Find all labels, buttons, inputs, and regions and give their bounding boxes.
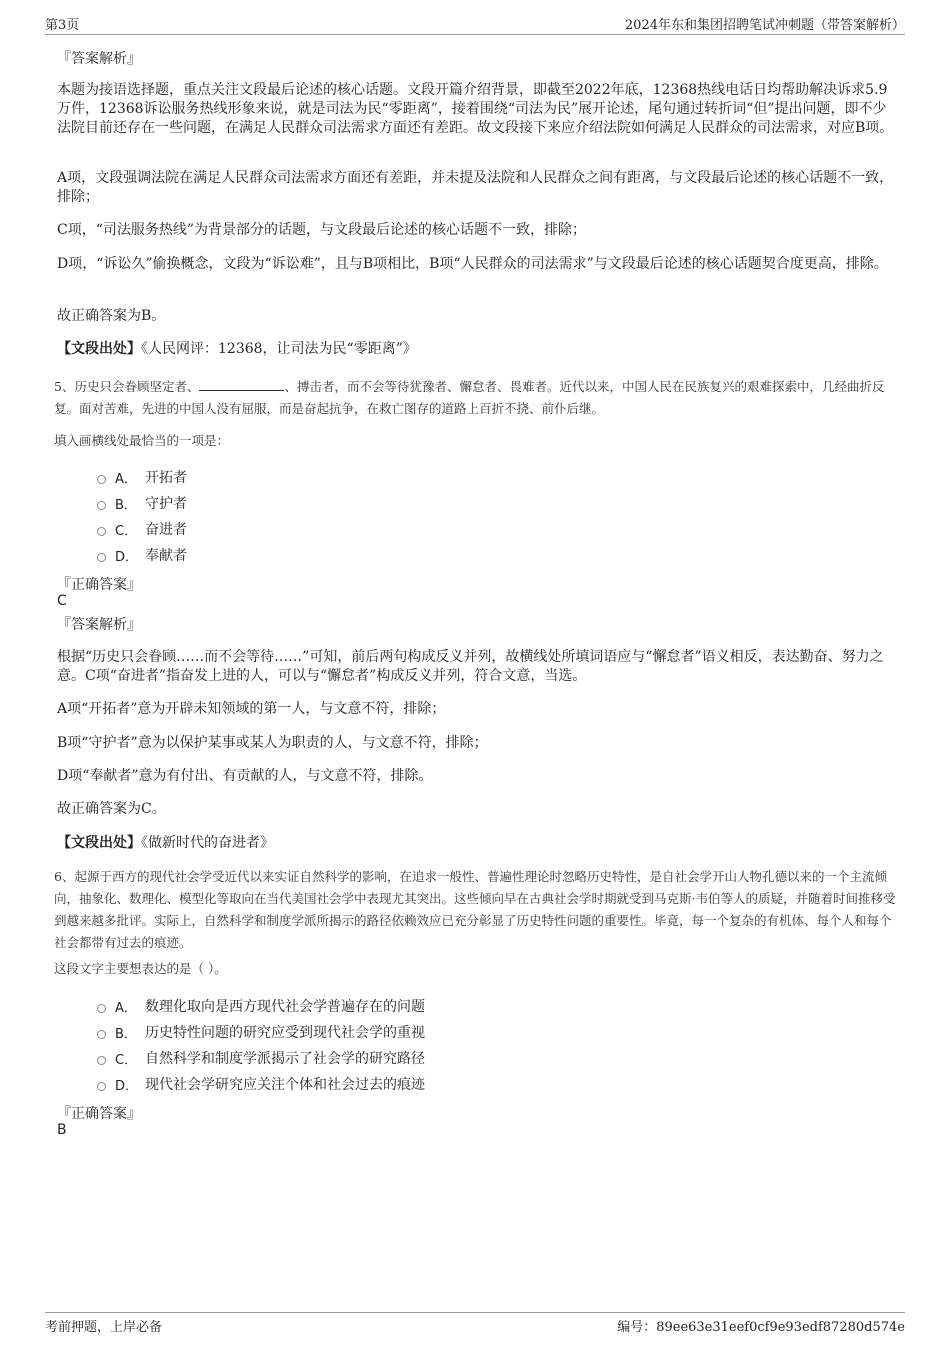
q5-option-a[interactable] xyxy=(97,467,187,487)
q6-answer: B xyxy=(57,1122,67,1138)
q4-analysis-p4: D项，“诉讼久”偷换概念，文段为“诉讼难”，且与B项相比，B项“人民群众的司法需求”与文段最后论述的核心话题契合度更高，排除。 xyxy=(57,256,888,272)
q5-answer: C xyxy=(57,593,67,609)
q5-prompt: 填入画横线处最恰当的一项是： xyxy=(54,433,230,448)
page-footer xyxy=(45,1312,905,1335)
q4-analysis-p3: C项，“司法服务热线”为背景部分的话题，与文段最后论述的核心话题不一致，排除； xyxy=(57,222,587,238)
q6-prompt: 这段文字主要想表达的是（ ）。 xyxy=(54,961,227,976)
q5-analysis-p1: 根据“历史只会眷顾……而不会等待……”可知，前后两句构成反义并列，故横线处所填词语应与“懈怠者”语义相反，表达勤奋、努力之意。C项“奋进者”指奋发上进的人，可以与“懈怠者”构成反义并列，符合文意，当选。 xyxy=(57,649,884,684)
q6-option-c[interactable] xyxy=(97,1048,425,1068)
q5-source-title: 《做新时代的奋进者》 xyxy=(141,835,274,851)
q6-option-a[interactable] xyxy=(97,996,425,1016)
q6-stem: 6、起源于西方的现代社会学受近代以来实证自然科学的影响，在追求一般性、普遍性理论时忽略历史特性，是自社会学开山人物孔德以来的一个主流倾向，抽象化、数理化、模型化等取向在当代美国社会学中表现尤其突出。这些倾向早在古典社会学时期就受到马克斯·韦伯等人的质疑，并随着时间推移受到越来越多批评。实际上，自然科学和制度学派所揭示的路径依赖效应已充分彰显了历史特性问题的重要性。毕竟，每一个复杂的有机体、每个人和每个社会都带有过去的痕迹。 xyxy=(54,869,896,950)
option-text: 数理化取向是西方现代社会学普遍存在的问题 xyxy=(145,999,425,1015)
q6-option-b[interactable] xyxy=(97,1022,425,1042)
q4-analysis-label: 『答案解析』 xyxy=(57,51,141,67)
document-title: 2024年东和集团招聘笔试冲刺题（带答案解析） xyxy=(624,18,905,33)
radio-icon[interactable] xyxy=(97,501,106,510)
q4-source-title: 《人民网评：12368，让司法为民“零距离”》 xyxy=(141,341,417,357)
q4-source xyxy=(57,340,895,359)
footer-code: 编号：89ee63e31eef0cf9e93edf87280d574e xyxy=(617,1320,905,1335)
q4-analysis-p2: A项，文段强调法院在满足人民群众司法需求方面还有差距，并未提及法院和人民群众之间有距离，与文段最后论述的核心话题不一致，排除； xyxy=(57,170,894,205)
q5-answer-label: 『正确答案』 xyxy=(57,577,141,593)
option-text: 现代社会学研究应关注个体和社会过去的痕迹 xyxy=(145,1077,425,1093)
option-letter: D． xyxy=(115,549,139,565)
option-letter: A． xyxy=(115,471,137,487)
option-text: 奋进者 xyxy=(145,522,187,538)
option-letter: D． xyxy=(115,1078,139,1094)
q5-analysis-p5: 故正确答案为C。 xyxy=(57,801,166,817)
q6-answer-label: 『正确答案』 xyxy=(57,1106,141,1122)
q4-analysis-p1: 本题为接语选择题，重点关注文段最后论述的核心话题。文段开篇介绍背景，即截至2022年底，12368热线电话日均帮助解决诉求5.9万件，12368诉讼服务热线形象来说，就是司法为民“零距离”，接着围绕“司法为民”展开论述，尾句通过转折词“但”提出问题，即不少法院目前还存在一些问题，在满足人民群众司法需求方面还有差距。故文段接下来应介绍法院如何满足人民群众的司法需求，对应B项。 xyxy=(57,82,894,136)
q5-analysis-p4: D项“奉献者”意为有付出、有贡献的人，与文意不符，排除。 xyxy=(57,768,433,784)
q5-source-label: 【文段出处】 xyxy=(57,835,141,851)
option-letter: A． xyxy=(115,1000,137,1016)
option-text: 奉献者 xyxy=(145,548,187,564)
radio-icon[interactable] xyxy=(97,553,106,562)
q5-stem xyxy=(54,376,899,420)
q5-analysis-p3: B项“守护者”意为以保护某事或某人为职责的人，与文意不符，排除； xyxy=(57,735,488,751)
page-number: 第3页 xyxy=(45,18,80,33)
q5-blank xyxy=(199,378,284,391)
radio-icon[interactable] xyxy=(97,1082,106,1091)
radio-icon[interactable] xyxy=(97,527,106,536)
q5-option-b[interactable] xyxy=(97,493,187,513)
footer-slogan: 考前押题，上岸必备 xyxy=(45,1320,163,1335)
page-header xyxy=(45,14,905,35)
option-letter: B． xyxy=(115,1026,137,1042)
q6-option-d[interactable] xyxy=(97,1074,425,1094)
radio-icon[interactable] xyxy=(97,1004,106,1013)
q5-analysis-p2: A项“开拓者”意为开辟未知领域的第一人，与文意不符，排除； xyxy=(57,701,446,717)
radio-icon[interactable] xyxy=(97,1056,106,1065)
option-text: 开拓者 xyxy=(145,470,187,486)
option-text: 守护者 xyxy=(145,496,187,512)
option-text: 自然科学和制度学派揭示了社会学的研究路径 xyxy=(145,1051,425,1067)
radio-icon[interactable] xyxy=(97,475,106,484)
q5-analysis-label: 『答案解析』 xyxy=(57,617,141,633)
q5-option-d[interactable] xyxy=(97,545,187,565)
q5-source xyxy=(57,834,895,853)
radio-icon[interactable] xyxy=(97,1030,106,1039)
q4-analysis-p5: 故正确答案为B。 xyxy=(57,308,166,324)
option-letter: C． xyxy=(115,523,138,539)
q5-stem-part1: 5、历史只会眷顾坚定者、 xyxy=(54,379,200,394)
option-text: 历史特性问题的研究应受到现代社会学的重视 xyxy=(145,1025,425,1041)
option-letter: C． xyxy=(115,1052,138,1068)
q4-source-label: 【文段出处】 xyxy=(57,341,141,357)
option-letter: B． xyxy=(115,497,137,513)
q5-stem-part2: 、搏击者，而不会等待犹豫者、懈怠者、畏难者。近代以来，中国人民在民族复兴的艰难探索中，几经曲折反复。面对苦难，先进的中国人没有屈服，而是奋起抗争，在救亡图存的道路上百折不挠、前仆后继。 xyxy=(54,379,885,416)
q5-option-c[interactable] xyxy=(97,519,187,539)
